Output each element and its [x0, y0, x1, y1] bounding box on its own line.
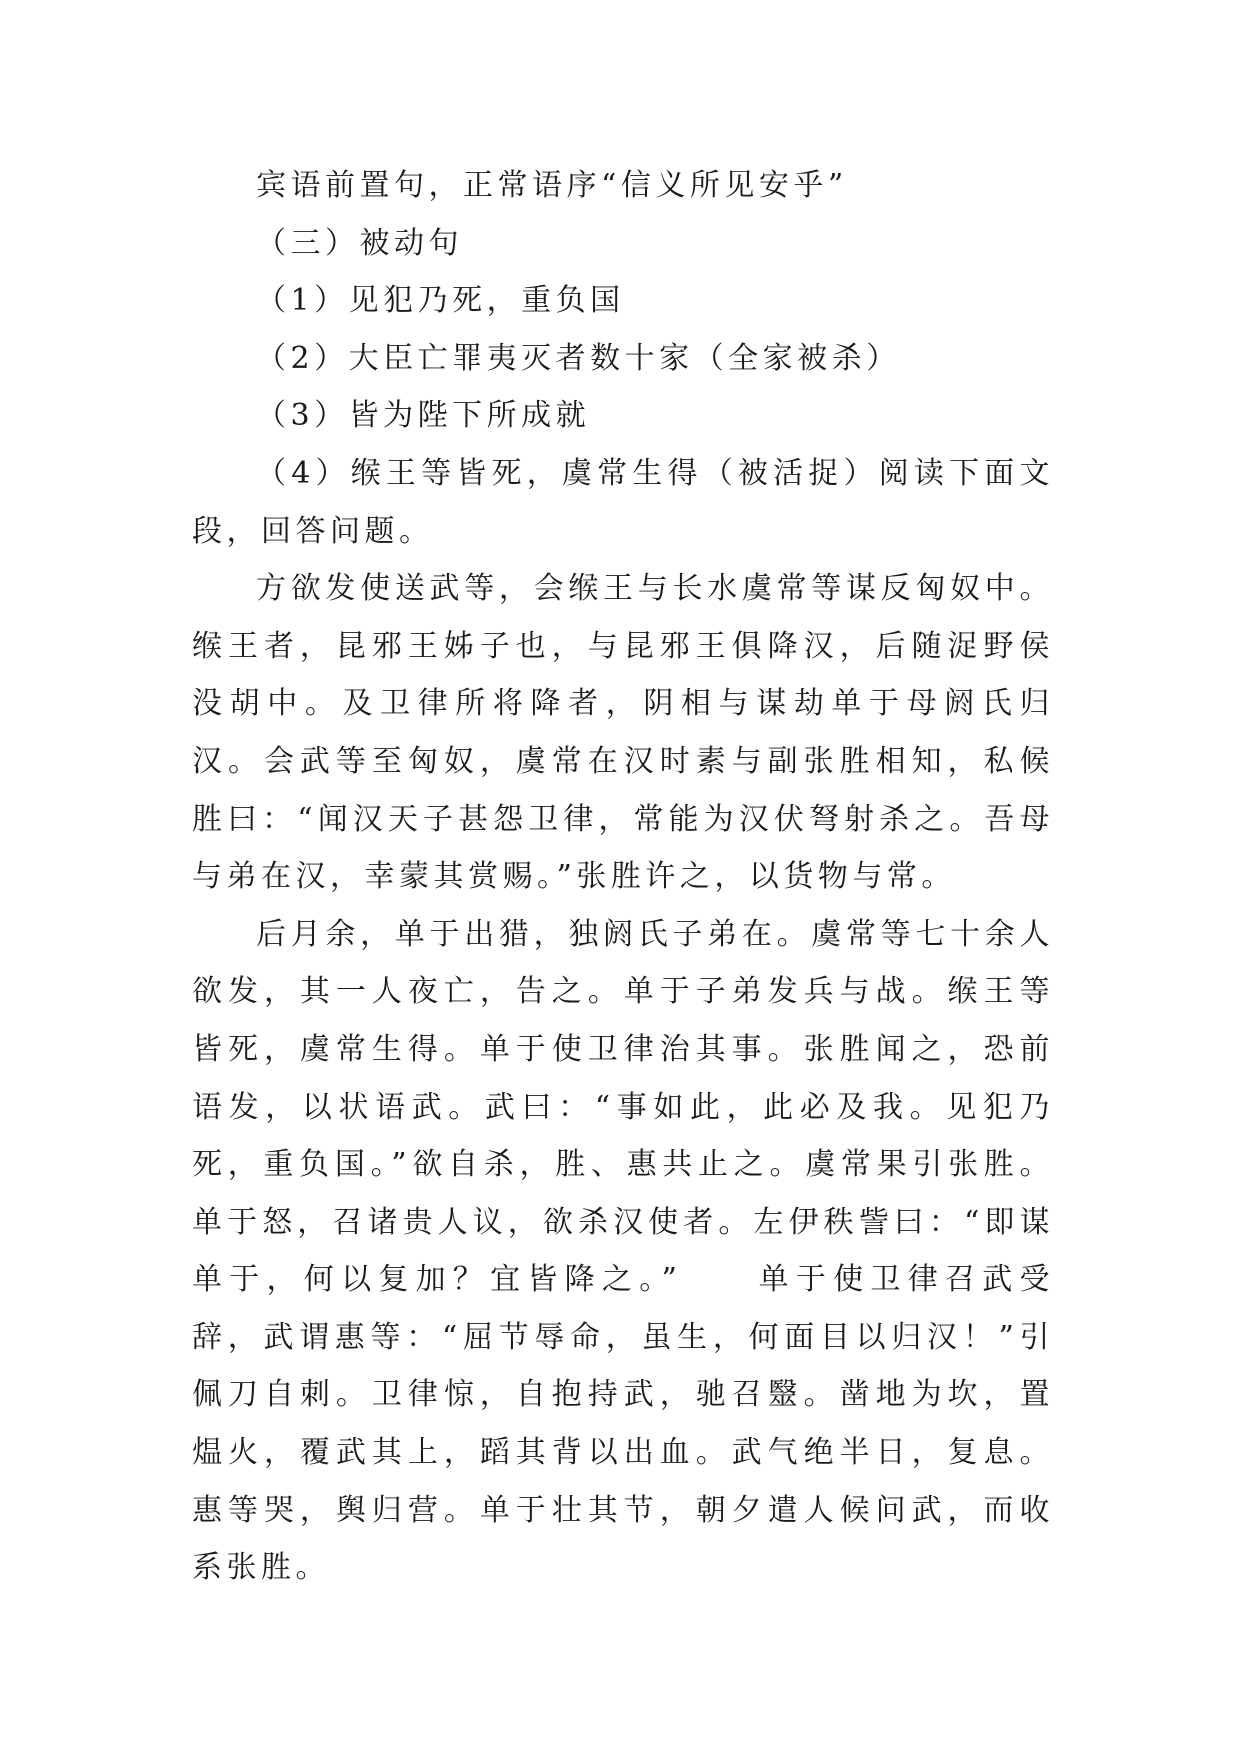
- passage-paragraph-1: 方欲发使送武等，会缑王与长水虞常等谋反匈奴中。缑王者，昆邪王姊子也，与昆邪王俱降汉，后随浞野侯没胡中。及卫律所将降者，阴相与谋劫单于母阏氏归汉。会武等至匈奴，虞常在汉时素与副张胜相知，私候胜曰：“闻汉天子甚怨卫律，常能为汉伏弩射杀之。吾母与弟在汉，幸蒙其赏赐。”张胜许之，以货物与常。: [192, 571, 1054, 895]
- list-item-4: （4）缑王等皆死，虞常生得（被活捉）阅读下面文段，回答问题。: [192, 455, 1054, 549]
- list-item-3: （3）皆为陛下所成就: [256, 398, 591, 434]
- list-item-2: （2）大臣亡罪夷灭者数十家（全家被杀）: [256, 340, 901, 376]
- section-heading-passive-sentences: （三）被动句: [256, 225, 463, 261]
- paragraph-object-fronting-note: 宾语前置句，正常语序“信义所见安乎”: [256, 168, 848, 203]
- document-body: [192, 157, 1054, 1597]
- list-item-1: （1）见犯乃死，重负国: [256, 283, 625, 319]
- passage-paragraph-2: 后月余，单于出猎，独阏氏子弟在。虞常等七十余人欲发，其一人夜亡，告之。单于子弟发兵与战。缑王等皆死，虞常生得。单于使卫律治其事。张胜闻之，恐前语发，以状语武。武曰：“事如此，此必及我。见犯乃死，重负国。”欲自杀，胜、惠共止之。虞常果引张胜。单于怒，召诸贵人议，欲杀汉使者。左伊秩訾曰：“即谋单于，何以复加？宜皆降之。” 单于使卫律召武受辞，武谓惠等：“屈节辱命，虽生，何面目以归汉！”引佩刀自刺。卫律惊，自抱持武，驰召毉。凿地为坎，置煴火，覆武其上，蹈其背以出血。武气绝半日，复息。惠等哭，舆归营。单于壮其节，朝夕遣人候问武，而收系张胜。: [192, 916, 1054, 1586]
